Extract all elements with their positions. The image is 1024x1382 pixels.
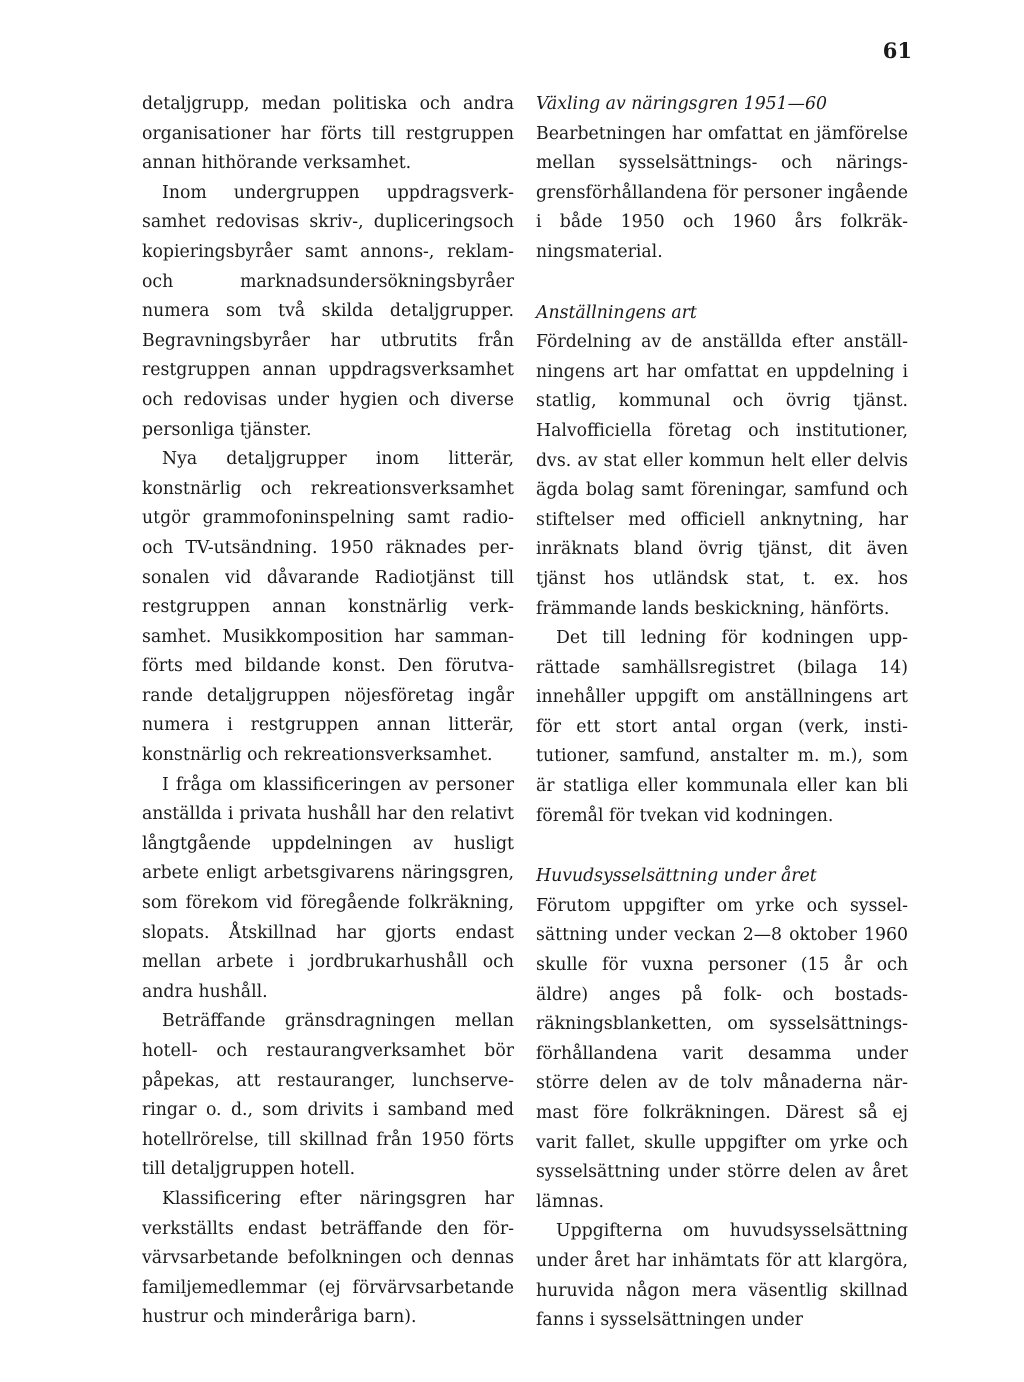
right-column	[536, 90, 908, 1336]
paragraph: detaljgrupp, medan politiska och andra organisationer har förts till restgruppen annan hithörande verksamhet.	[142, 94, 514, 174]
paragraph: Bearbetningen har omfattat en jämförelse mellan sysselsättnings- och näringsgrensförhållandena för personer ingående i både 1950 och 1960 års folkräkningsmaterial.	[536, 123, 908, 262]
paragraph: Det till ledning för kodningen upprättade samhällsregistret (bilaga 14) innehåller uppgift om anställningens art för ett stort antal organ (verk, institutioner, samfund, anstalter m. m.), som är statliga eller kommunala eller kan bli föremål för tvekan vid kodningen.	[536, 628, 908, 826]
page-number: 61	[882, 38, 912, 63]
paragraph: Beträffande gränsdragningen mellan hotell- och restaurangverksamhet bör påpekas, att restauranger, lunchserveringar o. d., som drivits i samband med hotellrörelse, till skillnad från 1950 förts till detaljgruppen hotell.	[142, 1011, 514, 1180]
paragraph: Förutom uppgifter om yrke och sysselsättning under veckan 2—8 oktober 1960 skulle för vuxna personer (15 år och äldre) anges på folk- och bostadsräkningsblanketten, om sysselsättningsförhållandena varit desamma under större delen av de tolv månaderna närmast före folkräkningen. Därest så ej varit fallet, skulle uppgifter om yrke och sysselsättning under större delen av året lämnas.	[536, 895, 908, 1212]
section-heading: Huvudsysselsättning under året	[536, 866, 817, 887]
paragraph: Uppgifterna om huvudsysselsättning under året har inhämtats för att klargöra, huruvida någon mera väsentlig skillnad fanns i sysselsättningen under	[536, 1221, 908, 1331]
paragraph: Nya detaljgrupper inom litterär, konstnärlig och rekreationsverksamhet utgör grammofoninspelning samt radio- och TV-utsändning. 1950 räknades personalen vid dåvarande Radiotjänst till restgruppen annan konstnärlig verksamhet. Musikkomposition har sammanförts med bildande konst. Den förutvarande detaljgruppen nöjesföretag ingår numera i restgruppen annan litterär, konstnärlig och rekreationsverksamhet.	[142, 449, 514, 766]
section-heading: Anställningens art	[536, 302, 697, 323]
left-column	[142, 90, 514, 1333]
section-heading: Växling av näringsgren 1951—60	[536, 94, 827, 114]
paragraph: Fördelning av de anställda efter anställningens art har omfattat en uppdelning i statlig, kommunal och övrig tjänst. Halvofficiella företag och institutioner, dvs. av stat eller kommun helt eller delvis ägda bolag samt föreningar, samfund och stiftelser med officiell anknytning, har inräknats bland övrig tjänst, dit även tjänst hos utländsk stat, t. ex. hos främmande lands beskickning, hänförts.	[536, 332, 908, 619]
paragraph: I fråga om klassificeringen av personer anställda i privata hushåll har den relativt långtgående uppdelningen av husligt arbete enligt arbetsgivarens näringsgren, som förekom vid föregående folkräkning, slopats. Åtskillnad har gjorts endast mellan arbete i jordbrukarhushåll och andra hushåll.	[142, 774, 514, 1002]
paragraph: Klassificering efter näringsgren har verkställts endast beträffande den förvärvsarbetande befolkningen och dennas familjemedlemmar (ej förvärvsarbetande hustrur och minderåriga barn).	[142, 1188, 514, 1328]
paragraph: Inom undergruppen uppdragsverksamhet redovisas skriv-, dupliceringsoch kopieringsbyråer samt annons-, reklam- och marknadsundersökningsbyråer numera som två skilda detaljgrupper. Begravningsbyråer har utbrutits från restgruppen annan uppdragsverksamhet och redovisas under hygien och diverse personliga tjänster.	[142, 182, 514, 440]
